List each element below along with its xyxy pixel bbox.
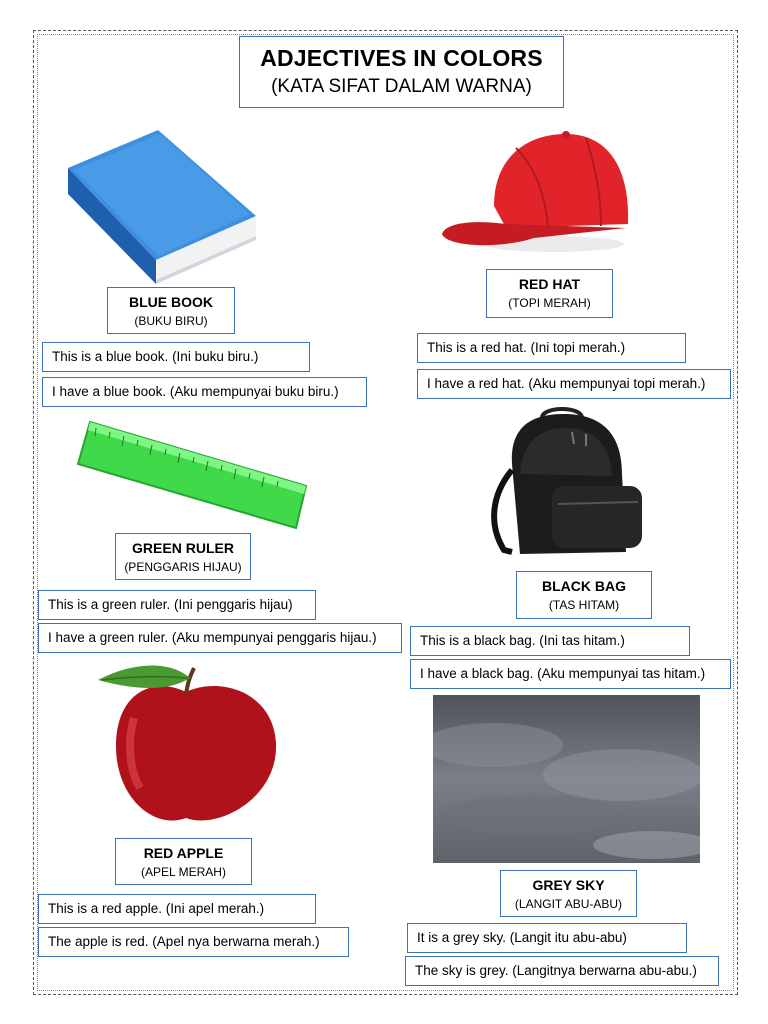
red-hat-label-id: (TOPI MERAH): [508, 296, 591, 310]
black-bag-image: [482, 404, 646, 560]
blue-book-label-en: BLUE BOOK: [129, 294, 213, 310]
red-hat-sentence-1: This is a red hat. (Ini topi merah.): [417, 333, 686, 363]
green-ruler-label-id: (PENGGARIS HIJAU): [124, 560, 242, 574]
blue-book-sentence-2: I have a blue book. (Aku mempunyai buku biru.): [42, 377, 367, 407]
black-bag-sentence-2: I have a black bag. (Aku mempunyai tas hitam.): [410, 659, 731, 689]
green-ruler-label: [115, 533, 251, 580]
red-hat-image: [436, 128, 636, 258]
green-ruler-image: [76, 420, 308, 532]
grey-sky-image: [433, 695, 700, 863]
page-title: ADJECTIVES IN COLORS: [260, 45, 543, 71]
grey-sky-label: [500, 870, 637, 917]
red-hat-label-en: RED HAT: [518, 276, 581, 292]
black-bag-sentence-1: This is a black bag. (Ini tas hitam.): [410, 626, 690, 656]
black-bag-label-id: (TAS HITAM): [548, 598, 620, 612]
title-box: [239, 36, 564, 108]
red-apple-sentence-1: This is a red apple. (Ini apel merah.): [38, 894, 316, 924]
green-ruler-sentence-1: This is a green ruler. (Ini penggaris hijau): [38, 590, 316, 620]
red-hat-sentence-2: I have a red hat. (Aku mempunyai topi merah.): [417, 369, 731, 399]
grey-sky-sentence-2: The sky is grey. (Langitnya berwarna abu-abu.): [405, 956, 719, 986]
blue-book-label-id: (BUKU BIRU): [134, 314, 208, 328]
page-subtitle: (KATA SIFAT DALAM WARNA): [271, 76, 532, 97]
grey-sky-label-en: GREY SKY: [532, 877, 605, 893]
green-ruler-sentence-2: I have a green ruler. (Aku mempunyai penggaris hijau.): [38, 623, 402, 653]
blue-book-image: [60, 128, 260, 288]
red-apple-sentence-2: The apple is red. (Apel nya berwarna merah.): [38, 927, 349, 957]
blue-book-label: [107, 287, 235, 334]
blue-book-sentence-1: This is a blue book. (Ini buku biru.): [42, 342, 310, 372]
grey-sky-label-id: (LANGIT ABU-ABU): [514, 897, 623, 911]
red-apple-label-en: RED APPLE: [143, 845, 224, 861]
red-hat-label: [486, 269, 613, 318]
black-bag-label-en: BLACK BAG: [542, 578, 626, 594]
red-apple-label-id: (APEL MERAH): [141, 865, 226, 879]
green-ruler-label-en: GREEN RULER: [132, 540, 234, 556]
red-apple-label: [115, 838, 252, 885]
red-apple-image: [94, 658, 284, 834]
black-bag-label: [516, 571, 652, 619]
grey-sky-sentence-1: It is a grey sky. (Langit itu abu-abu): [407, 923, 687, 953]
